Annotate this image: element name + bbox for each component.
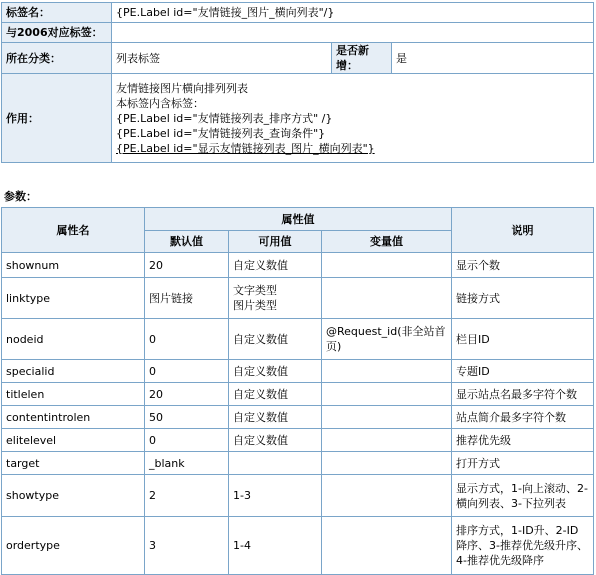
param-available: 自定义数值	[229, 406, 322, 429]
param-available: 1-3	[229, 475, 322, 517]
param-row-elitelevel	[2, 429, 594, 452]
param-description: 打开方式	[452, 452, 594, 475]
param-description: 排序方式，1-ID升、2-ID降序、3-推荐优先级升序、4-推荐优先级降序	[452, 517, 594, 575]
param-available: 自定义数值	[229, 429, 322, 452]
param-variable	[322, 278, 452, 319]
header-value-group: 属性值	[145, 208, 452, 231]
tag-name-label: 标签名：	[2, 3, 112, 23]
param-available: 文字类型 图片类型	[229, 278, 322, 319]
param-available: 自定义数值	[229, 319, 322, 360]
param-variable	[322, 406, 452, 429]
param-default: 3	[145, 517, 229, 575]
param-variable	[322, 429, 452, 452]
param-default: 20	[145, 253, 229, 278]
header-description: 说明	[452, 208, 594, 253]
param-default: 50	[145, 406, 229, 429]
param-name: nodeid	[2, 319, 145, 360]
param-description: 专题ID	[452, 360, 594, 383]
param-description: 显示个数	[452, 253, 594, 278]
category-value: 列表标签	[112, 43, 332, 74]
tag-name-row	[2, 3, 594, 23]
tag-2006-label: 与2006对应标签：	[2, 23, 112, 43]
param-variable	[322, 475, 452, 517]
header-name: 属性名	[2, 208, 145, 253]
param-name: showtype	[2, 475, 145, 517]
purpose-line: 友情链接图片横向排列列表	[116, 81, 248, 95]
param-variable	[322, 452, 452, 475]
param-default: 图片链接	[145, 278, 229, 319]
param-description: 站点简介最多字符个数	[452, 406, 594, 429]
param-name: linktype	[2, 278, 145, 319]
tag-name-value: {PE.Label id="友情链接_图片_横向列表"/}	[112, 3, 594, 23]
param-name: shownum	[2, 253, 145, 278]
param-name: contentintrolen	[2, 406, 145, 429]
param-default: _blank	[145, 452, 229, 475]
header-available: 可用值	[229, 231, 322, 253]
params-section-label: 参数：	[4, 190, 37, 203]
category-label: 所在分类：	[2, 43, 112, 74]
purpose-line: 本标签内含标签：	[116, 96, 204, 110]
param-description: 链接方式	[452, 278, 594, 319]
param-variable	[322, 253, 452, 278]
param-row-target	[2, 452, 594, 475]
param-variable	[322, 383, 452, 406]
param-available: 1-4	[229, 517, 322, 575]
purpose-link[interactable]: {PE.Label id="显示友情链接列表_图片_横向列表"}	[116, 141, 375, 155]
param-row-contentintrolen	[2, 406, 594, 429]
param-available: 自定义数值	[229, 360, 322, 383]
param-row-ordertype	[2, 517, 594, 575]
param-default: 0	[145, 319, 229, 360]
purpose-value	[112, 74, 594, 163]
purpose-label: 作用：	[2, 74, 112, 163]
param-row-linktype	[2, 278, 594, 319]
param-name: ordertype	[2, 517, 145, 575]
param-row-showtype	[2, 475, 594, 517]
param-description: 栏目ID	[452, 319, 594, 360]
tag-2006-row	[2, 23, 594, 43]
param-name: titlelen	[2, 383, 145, 406]
params-table	[1, 207, 594, 575]
purpose-line: {PE.Label id="友情链接列表_查询条件"}	[116, 126, 326, 140]
tag-info-table	[1, 2, 594, 163]
params-body	[2, 253, 594, 575]
param-variable: @Request_id(非全站首页)	[322, 319, 452, 360]
param-row-specialid	[2, 360, 594, 383]
param-row-shownum	[2, 253, 594, 278]
param-description: 推荐优先级	[452, 429, 594, 452]
param-row-nodeid	[2, 319, 594, 360]
param-variable	[322, 517, 452, 575]
param-default: 20	[145, 383, 229, 406]
params-header-row	[2, 208, 594, 231]
tag-2006-value	[112, 23, 594, 43]
is-new-value: 是	[392, 43, 594, 74]
category-row	[2, 43, 594, 74]
header-variable: 变量值	[322, 231, 452, 253]
param-available: 自定义数值	[229, 253, 322, 278]
param-variable	[322, 360, 452, 383]
param-name: specialid	[2, 360, 145, 383]
param-description: 显示方式，1-向上滚动、2-横向列表、3-下拉列表	[452, 475, 594, 517]
purpose-row	[2, 74, 594, 163]
param-row-titlelen	[2, 383, 594, 406]
param-available: 自定义数值	[229, 383, 322, 406]
param-default: 0	[145, 429, 229, 452]
param-default: 2	[145, 475, 229, 517]
purpose-line: {PE.Label id="友情链接列表_排序方式" /}	[116, 111, 333, 125]
param-available	[229, 452, 322, 475]
param-default: 0	[145, 360, 229, 383]
param-description: 显示站点名最多字符个数	[452, 383, 594, 406]
param-name: target	[2, 452, 145, 475]
param-name: elitelevel	[2, 429, 145, 452]
header-default: 默认值	[145, 231, 229, 253]
is-new-label: 是否新增：	[332, 43, 392, 74]
